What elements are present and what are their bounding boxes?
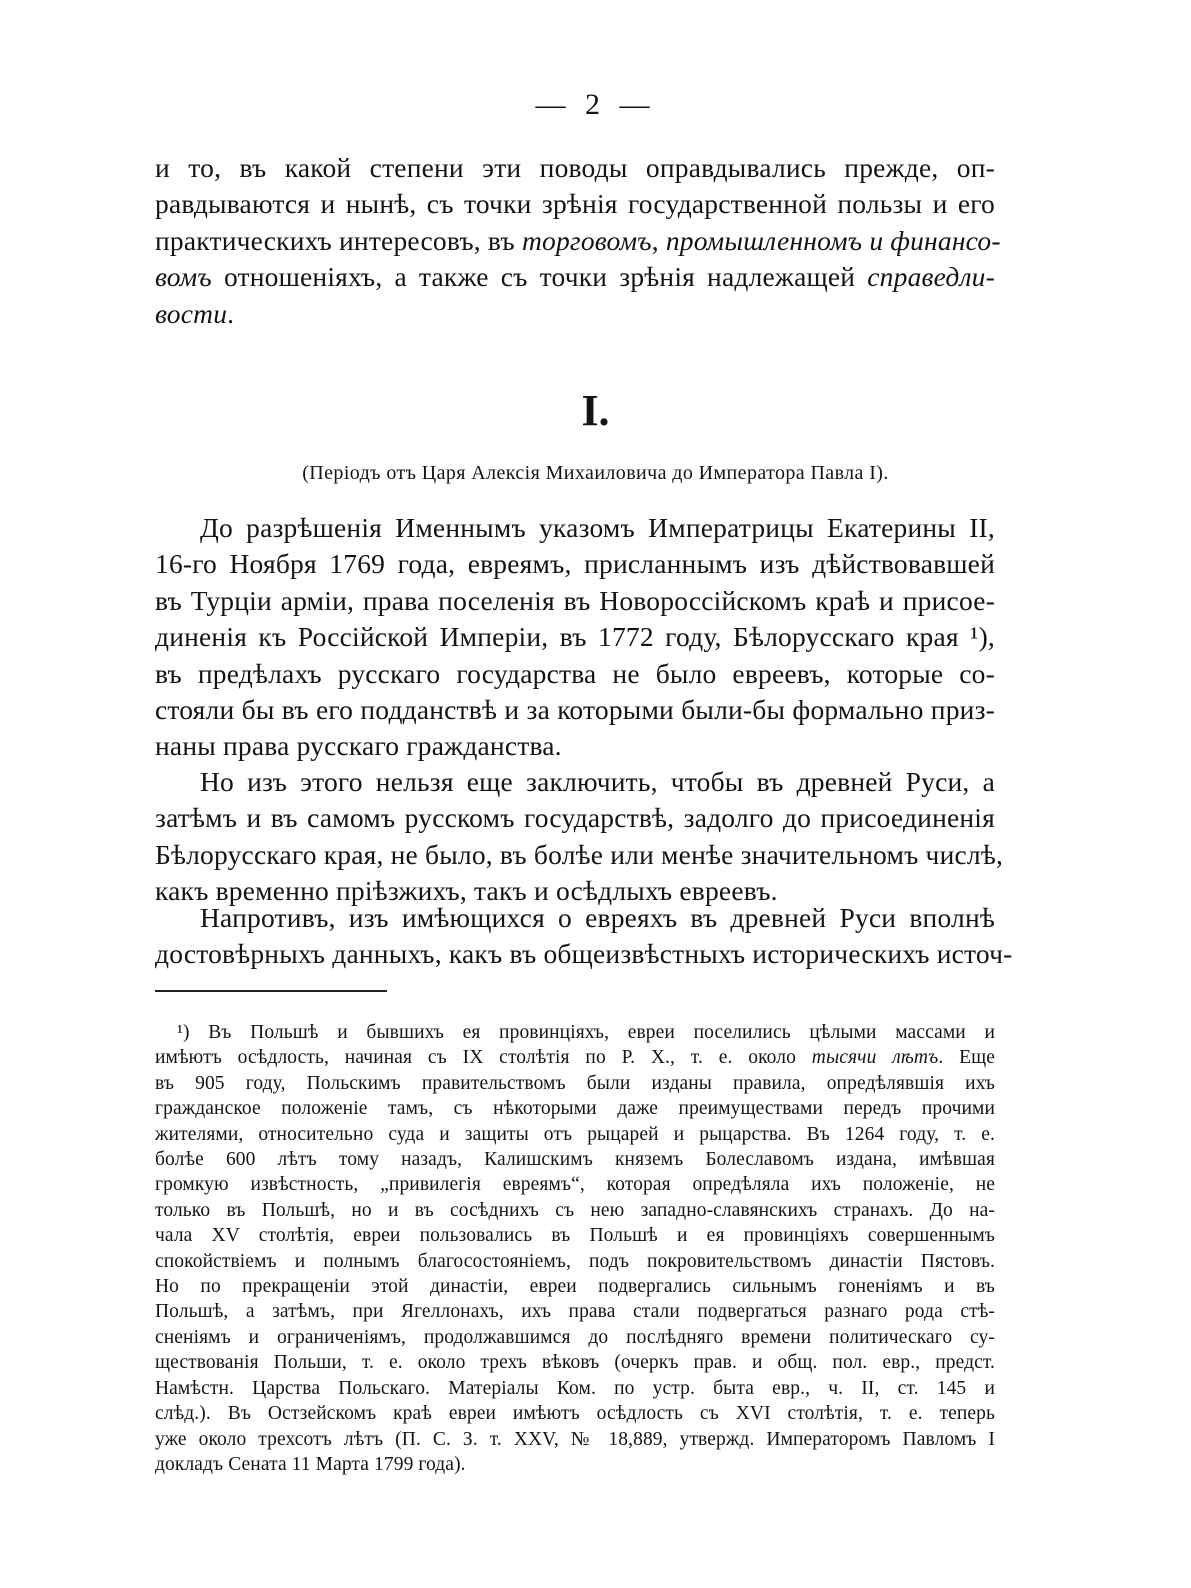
footnote-line (155, 1045, 995, 1070)
italic-run: тысячи лѣтъ (811, 1047, 939, 1069)
italic-run: торговомъ (521, 224, 652, 256)
text-run: практическихъ интересовъ, въ (155, 224, 522, 256)
text-run: , (651, 224, 666, 256)
text-line (155, 223, 1001, 259)
footnote-line: Польшѣ, а затѣмъ, при Ягеллонахъ, ихъ права стали подвергаться разнаго рода стѣ- (155, 1301, 995, 1323)
footnote-line: ¹) Въ Польшѣ и бывшихъ ея провинціяхъ, евреи поселились цѣлыми массами и (177, 1022, 995, 1043)
footnote-line: спокойствіемъ и полнымъ благосостояніемъ, подъ покровительствомъ династіи Пястовъ. (155, 1250, 995, 1272)
footnote-line: слѣд.). Въ Остзейскомъ краѣ евреи имѣютъ осѣдлость съ XVI столѣтія, т. е. теперь (155, 1403, 995, 1425)
text-line: въ Турціи арміи, права поселенія въ Новороссійскомъ краѣ и присое- (155, 584, 995, 616)
footnote (155, 1020, 995, 1477)
text-line: стояли бы въ его подданствѣ и за которыми были-бы формально приз- (155, 694, 995, 726)
text-line (155, 259, 995, 295)
page-number: — 2 — (535, 88, 656, 121)
section-heading: I. (581, 386, 610, 435)
footnote-line: громкую извѣстность, „привилегія евреямъ“, которая опредѣляла ихъ положеніе, не (155, 1174, 995, 1196)
text-line: наны права русскаго гражданства. (155, 730, 562, 762)
footnote-rule (155, 990, 387, 992)
italic-run: вомъ (155, 261, 212, 293)
italic-run: промышленномъ и финансо- (665, 224, 1001, 256)
text-line: Но изъ этого нельзя еще заключить, чтобы въ древней Руси, а (200, 766, 995, 797)
text-run: и то, въ какой степени эти поводы оправдывались прежде, оп- (155, 152, 995, 183)
footnote-line: Намѣстн. Царства Польскаго. Матеріалы Ком. по устр. быта евр., ч. II, ст. 145 и (155, 1377, 995, 1399)
footnote-line: ществованія Польши, т. е. около трехъ вѣковъ (очеркъ прав. и общ. пол. евр., предст. (155, 1352, 995, 1374)
paragraph-2 (155, 764, 1004, 910)
footnote-line: уже около трехсотъ лѣтъ (П. С. З. т. XXV, № 18,889, утвержд. Императоромъ Павломъ I (155, 1428, 995, 1450)
footnote-line: чала XV столѣтія, евреи пользовались въ Польшѣ и ея провинціяхъ совершеннымъ (155, 1225, 995, 1247)
text-line: въ предѣлахъ русскаго государства не было евреевъ, которые со- (155, 657, 995, 689)
text-line: затѣмъ и въ самомъ русскомъ государствѣ, задолго до присоединенія (155, 802, 995, 834)
paragraph-1 (155, 510, 995, 765)
intro-paragraph (155, 150, 1001, 332)
footnote-line: докладъ Сената 11 Марта 1799 года). (155, 1453, 466, 1475)
text-line (155, 186, 995, 222)
text-line: 16-го Ноября 1769 года, евреямъ, присланнымъ изъ дѣйствовавшей (155, 548, 995, 580)
text-run: отношеніяхъ, а также съ точки зрѣнія надлежащей (211, 261, 868, 293)
footnote-line: только въ Польшѣ, но и въ сосѣднихъ съ нею западно-славянскихъ странахъ. До на- (155, 1199, 995, 1221)
italic-run: вости (155, 297, 228, 329)
footnote-line: болѣе 600 лѣтъ тому назадъ, Калишскимъ княземъ Болеславомъ издана, имѣвшая (155, 1149, 995, 1171)
text-line (155, 296, 995, 332)
text-line: До разрѣшенія Именнымъ указомъ Императрицы Екатерины II, (200, 512, 995, 543)
text-run: имѣютъ осѣдлость, начиная съ IX столѣтія по Р. Х., т. е. около (155, 1047, 812, 1069)
text-line: какъ временно пріѣзжихъ, такъ и осѣдлыхъ евреевъ. (155, 875, 778, 907)
text-run: . Еще (938, 1047, 995, 1069)
footnote-line: жителями, относительно суда и защиты отъ рыцарей и рыцарства. Въ 1264 году, т. е. (155, 1123, 995, 1145)
text-line (155, 150, 995, 186)
text-run: равдываются и нынѣ, съ точки зрѣнія государственной пользы и его (155, 188, 995, 220)
text-line: Бѣлорусскаго края, не было, въ болѣе или менѣе значительномъ числѣ, (155, 838, 1004, 870)
footnote-line: гражданское положеніе тамъ, съ нѣкоторыми даже преимуществами передъ прочими (155, 1098, 995, 1120)
footnote-line: Но по прекращеніи этой династіи, евреи подвергались сильнымъ гоненіямъ и въ (155, 1276, 995, 1298)
text-line: диненія къ Россійской Имперіи, въ 1772 году, Бѣлорусскаго края ¹), (155, 621, 995, 653)
text-line: достовѣрныхъ данныхъ, какъ въ общеизвѣстныхъ историческихъ источ- (155, 938, 1013, 970)
footnote-line: въ 905 году, Польскимъ правительствомъ были изданы правила, опредѣлявшія ихъ (155, 1072, 995, 1094)
section-subtitle: (Періодъ отъ Царя Алексія Михаиловича до Императора Павла I). (302, 462, 889, 484)
footnote-line: сненіямъ и ограниченіямъ, продолжавшимся до послѣдняго времени политическаго су- (155, 1326, 995, 1348)
paragraph-3 (155, 900, 1013, 973)
text-run: . (227, 297, 235, 329)
italic-run: справедли- (867, 261, 995, 293)
text-line: Напротивъ, изъ имѣющихся о евреяхъ въ древней Руси вполнѣ (200, 902, 995, 933)
